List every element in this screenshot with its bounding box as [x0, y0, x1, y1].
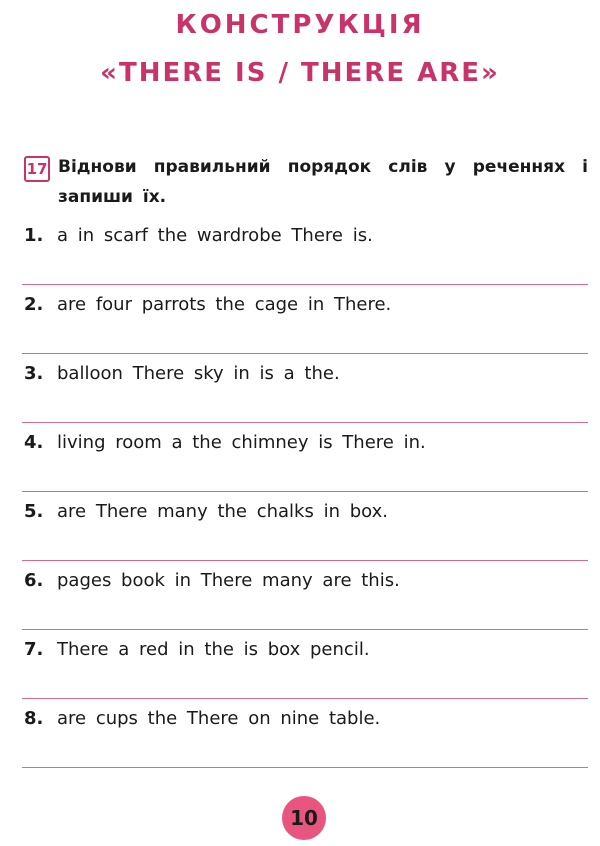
item-number: 6.: [24, 570, 44, 591]
exercise-item: [24, 428, 426, 458]
item-text: are cups the There on nine table.: [57, 708, 381, 729]
page-number-badge: 10: [282, 796, 326, 840]
task-number-badge: 17: [24, 156, 50, 182]
exercise-item: [24, 635, 370, 665]
exercise-item: [24, 704, 380, 734]
answer-line[interactable]: [22, 560, 588, 561]
page-subtitle: «THERE IS / THERE ARE»: [100, 58, 500, 88]
item-text: are four parrots the cage in There.: [57, 294, 392, 315]
item-text: pages book in There many are this.: [57, 570, 400, 591]
exercise-item: [24, 359, 340, 389]
item-text: balloon There sky in is a the.: [57, 363, 340, 384]
answer-line[interactable]: [22, 491, 588, 492]
exercise-item: [24, 497, 388, 527]
item-number: 7.: [24, 639, 44, 660]
item-text: There a red in the is box pencil.: [57, 639, 370, 660]
exercise-item: [24, 221, 373, 251]
item-number: 1.: [24, 225, 44, 246]
item-number: 8.: [24, 708, 44, 729]
exercise-item: [24, 290, 391, 320]
item-text: are There many the chalks in box.: [57, 501, 388, 522]
answer-line[interactable]: [22, 353, 588, 354]
item-number: 4.: [24, 432, 44, 453]
item-number: 5.: [24, 501, 44, 522]
item-number: 3.: [24, 363, 44, 384]
answer-line[interactable]: [22, 698, 588, 699]
page-title: КОНСТРУКЦІЯ: [175, 10, 425, 40]
answer-line[interactable]: [22, 629, 588, 630]
answer-line[interactable]: [22, 422, 588, 423]
item-number: 2.: [24, 294, 44, 315]
exercise-item: [24, 566, 400, 596]
answer-line[interactable]: [22, 767, 588, 768]
item-text: a in scarf the wardrobe There is.: [57, 225, 373, 246]
answer-line[interactable]: [22, 284, 588, 285]
item-text: living room a the chimney is There in.: [57, 432, 426, 453]
task-instruction: Віднови правильний порядок слів у реченнях і запиши їх.: [58, 157, 588, 207]
